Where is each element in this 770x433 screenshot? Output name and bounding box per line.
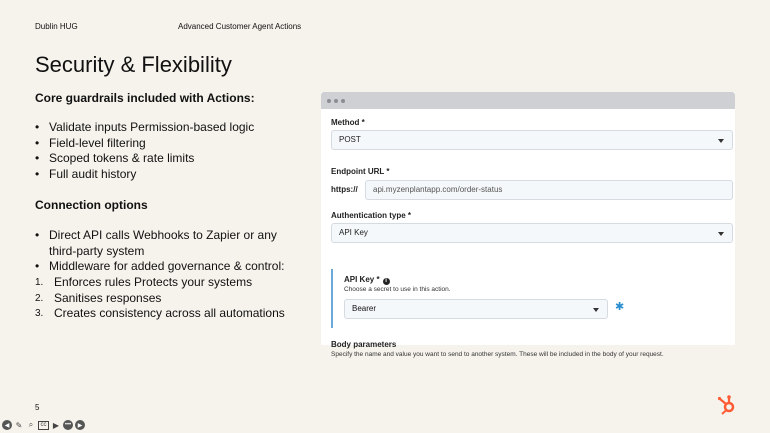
connection-list [35,228,305,275]
window-dot [334,99,338,103]
api-key-label: API Key * i [344,275,390,285]
method-select[interactable]: POST [331,130,733,150]
section2-heading: Connection options [35,198,148,212]
chevron-down-icon [718,139,724,143]
endpoint-label: Endpoint URL * [331,167,390,176]
api-key-select[interactable]: Bearer [344,299,608,319]
back-icon[interactable]: ◀ [2,420,12,430]
chevron-down-icon [718,232,724,236]
list-item: • Middleware for added governance & control: [35,259,285,273]
body-params-help: Specify the name and value you want to send to another system. These will be included in the body of your request. [331,351,664,358]
method-label: Method * [331,118,365,127]
list-item: 3. Creates consistency across all automations [35,306,285,320]
api-key-section [331,269,733,328]
section1-heading: Core guardrails included with Actions: [35,91,255,105]
more-icon[interactable]: ••• [64,422,72,428]
action-config-window [321,92,735,358]
slide-title: Security & Flexibility [35,52,232,77]
list-item: 1. Enforces rules Protects your systems [35,275,253,289]
endpoint-input[interactable]: api.myzenplantapp.com/order-status [365,180,733,200]
guardrails-list [35,120,254,182]
list-item: 2. Sanitises responses [35,290,162,305]
header-right: Advanced Customer Agent Actions [178,22,302,31]
list-item: • Validate inputs Permission-based logic [35,120,255,134]
gear-icon[interactable]: ✱ [615,301,625,313]
window-dot [327,99,331,103]
body-params-label: Body parameters [331,340,397,349]
hubspot-logo [716,394,738,416]
auth-type-select[interactable]: API Key [331,223,733,243]
info-icon[interactable]: i [383,278,390,285]
endpoint-prefix: https:// [331,185,358,194]
list-item: • Scoped tokens & rate limits [35,151,195,165]
header-left: Dublin HUG [35,22,78,31]
list-item: • Full audit history [35,166,137,181]
presentation-toolbar [2,420,85,430]
window-titlebar [321,92,735,109]
page-number: 5 [35,403,40,412]
list-item: • Direct API calls Webhooks to Zapier or any third-party system [35,228,277,258]
forward-icon[interactable]: ▶ [75,420,85,430]
api-key-help: Choose a secret to use in this action. [344,286,451,293]
camera-icon[interactable]: ▶ [52,420,60,430]
auth-type-label: Authentication type * [331,211,412,220]
window-dot [341,99,345,103]
search-icon[interactable]: ⌕ [28,420,34,429]
list-item: • Field-level filtering [35,135,146,150]
captions-icon[interactable]: cc [38,421,49,430]
chevron-down-icon [593,308,599,312]
middleware-list [35,275,285,322]
pen-icon[interactable]: ✎ [15,420,23,430]
